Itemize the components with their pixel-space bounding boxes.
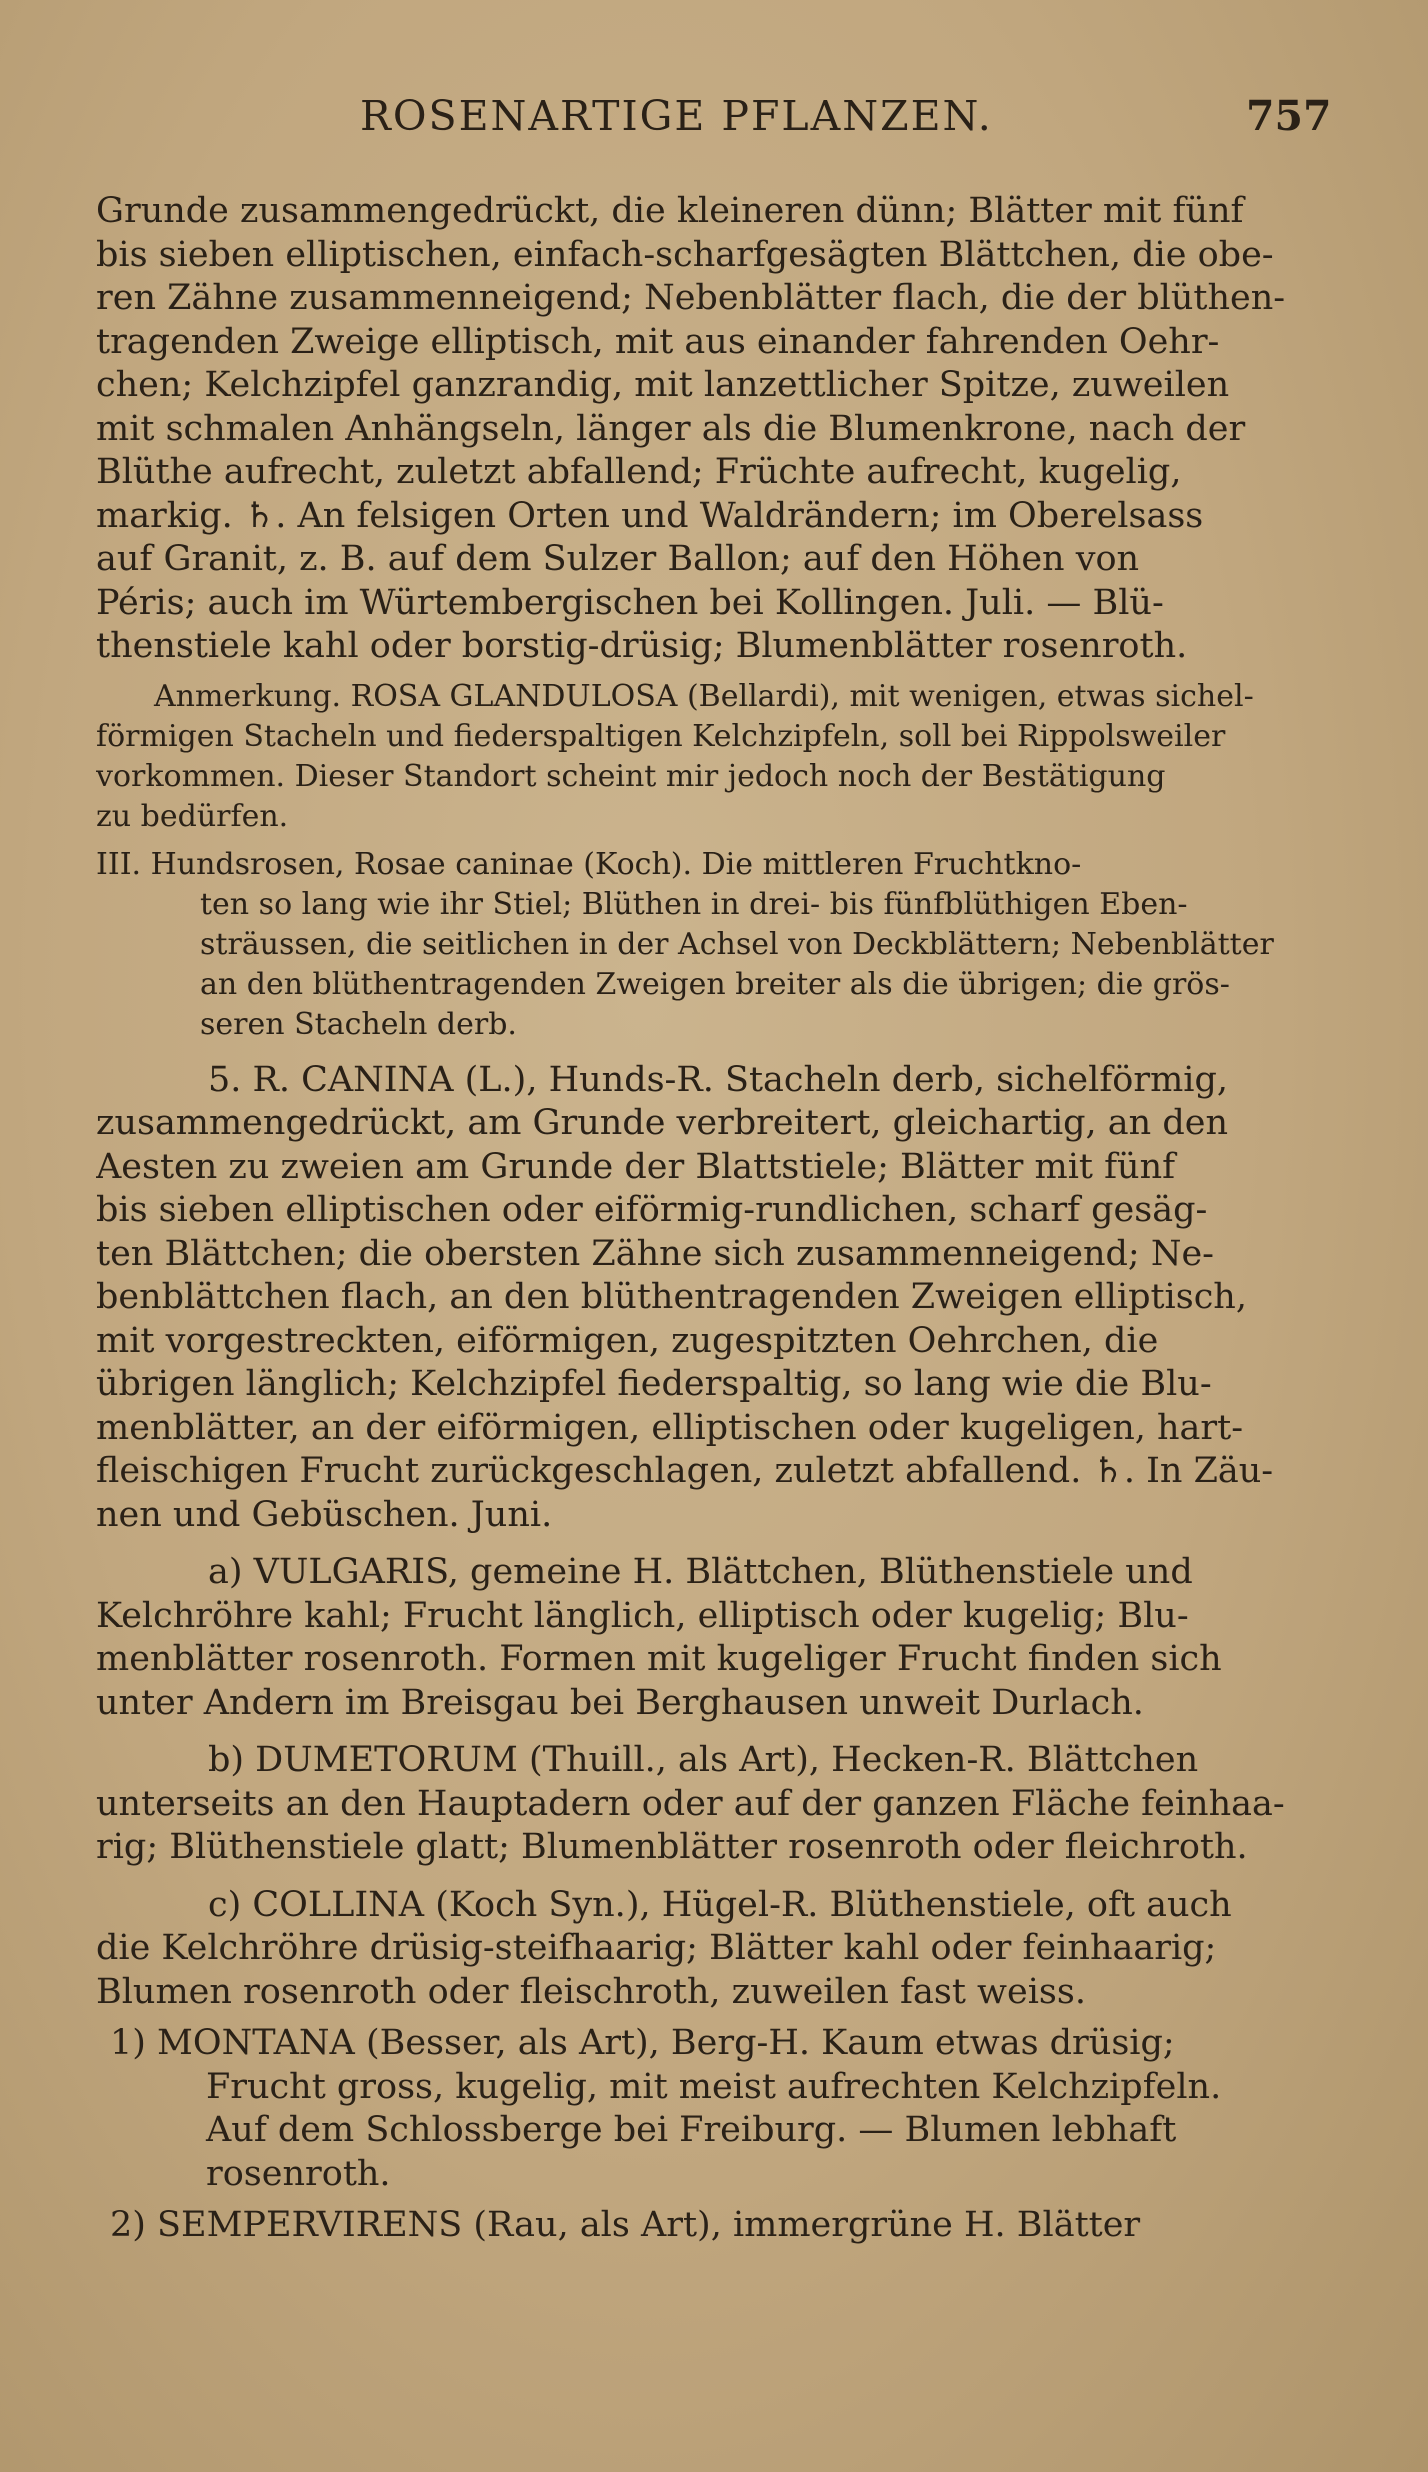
- text-line: unter Andern im Breisgau bei Berghausen unweit Durlach.: [96, 1682, 1144, 1723]
- text-line: mit vorgestreckten, eiförmigen, zugespitzten Oehrchen, die: [96, 1320, 1159, 1361]
- text-line: menblätter, an der eiförmigen, elliptischen oder kugeligen, hart-: [96, 1407, 1244, 1448]
- subvariety-heading-line: 1) MONTANA (Besser, als Art), Berg-H. Kaum etwas drüsig;: [110, 2023, 1175, 2063]
- variety-heading-line: b) DUMETORUM (Thuill., als Art), Hecken-R. Blättchen: [208, 1740, 1199, 1780]
- text-line: auf Granit, z. B. auf dem Sulzer Ballon; auf den Höhen von: [96, 539, 1140, 579]
- page-header: [0, 92, 1428, 152]
- text-line: Péris; auch im Würtembergischen bei Kollingen. Juli. — Blü-: [96, 582, 1164, 623]
- text-line: Frucht gross, kugelig, mit meist aufrechten Kelchzipfeln.: [206, 2066, 1222, 2107]
- text-line: die Kelchröhre drüsig-steifhaarig; Blätter kahl oder feinhaarig;: [96, 1928, 1217, 1968]
- variety-heading-line: a) VULGARIS, gemeine H. Blättchen, Blüthenstiele und: [208, 1552, 1193, 1592]
- text-line: menblätter rosenroth. Formen mit kugeliger Frucht finden sich: [96, 1639, 1222, 1679]
- text-line: chen; Kelchzipfel ganzrandig, mit lanzettlicher Spitze, zuweilen: [96, 365, 1230, 405]
- text-line: ren Zähne zusammenneigend; Nebenblätter flach, die der blüthen-: [96, 278, 1286, 318]
- text-line: tragenden Zweige elliptisch, mit aus einander fahrenden Oehr-: [96, 321, 1220, 362]
- text-line: Kelchröhre kahl; Frucht länglich, elliptisch oder kugelig; Blu-: [96, 1595, 1189, 1636]
- text-line: Aesten zu zweien am Grunde der Blattstiele; Blätter mit fünf: [96, 1146, 1176, 1187]
- text-line: bis sieben elliptischen oder eiförmig-rundlichen, scharf gesäg-: [96, 1190, 1208, 1230]
- text-line: bis sieben elliptischen, einfach-scharfgesägten Blättchen, die obe-: [96, 234, 1274, 275]
- note-line: förmigen Stacheln und fiederspaltigen Kelchzipfeln, soll bei Rippolsweiler: [96, 718, 1226, 754]
- section-line: sträussen, die seitlichen in der Achsel von Deckblättern; Nebenblätter: [200, 926, 1274, 962]
- text-line: Blumen rosenroth oder fleischroth, zuweilen fast weiss.: [96, 1971, 1086, 2012]
- note-line: vorkommen. Dieser Standort scheint mir jedoch noch der Bestätigung: [96, 758, 1166, 794]
- text-line: markig. ♄. An felsigen Orten und Waldrändern; im Oberelsass: [96, 495, 1204, 536]
- section-line: seren Stacheln derb.: [200, 1006, 517, 1042]
- text-line: rig; Blüthenstiele glatt; Blumenblätter rosenroth oder fleichroth.: [96, 1827, 1248, 1867]
- body-text: [96, 190, 1344, 2248]
- subvariety-heading-line: 2) SEMPERVIRENS (Rau, als Art), immergrüne H. Blätter: [110, 2205, 1141, 2245]
- section-line: ten so lang wie ihr Stiel; Blüthen in drei- bis fünfblüthigen Eben-: [200, 886, 1188, 922]
- text-line: Grunde zusammengedrückt, die kleineren dünn; Blätter mit fünf: [96, 191, 1244, 231]
- text-line: zusammengedrückt, am Grunde verbreitert, gleichartig, an den: [96, 1103, 1228, 1143]
- text-line: mit schmalen Anhängseln, länger als die Blumenkrone, nach der: [96, 408, 1246, 449]
- text-line: übrigen länglich; Kelchzipfel fiederspaltig, so lang wie die Blu-: [96, 1364, 1212, 1404]
- variety-heading-line: c) COLLINA (Koch Syn.), Hügel-R. Blüthenstiele, oft auch: [208, 1884, 1232, 1925]
- note-line: zu bedürfen.: [96, 798, 289, 834]
- note-line: Anmerkung. ROSA GLANDULOSA (Bellardi), mit wenigen, etwas sichel-: [154, 678, 1254, 714]
- text-line: rosenroth.: [206, 2153, 391, 2194]
- running-title: ROSENARTIGE PFLANZEN.: [360, 92, 993, 140]
- text-line: ten Blättchen; die obersten Zähne sich zusammenneigend; Ne-: [96, 1233, 1215, 1274]
- species-heading-line: 5. R. CANINA (L.), Hunds-R. Stacheln derb, sichelförmig,: [208, 1059, 1228, 1100]
- text-line: nen und Gebüschen. Juni.: [96, 1494, 553, 1535]
- text-line: benblättchen flach, an den blüthentragenden Zweigen elliptisch,: [96, 1277, 1247, 1317]
- text-line: fleischigen Frucht zurückgeschlagen, zuletzt abfallend. ♄. In Zäu-: [96, 1451, 1274, 1491]
- text-line: Auf dem Schlossberge bei Freiburg. — Blumen lebhaft: [206, 2110, 1177, 2150]
- page-number: 757: [1246, 92, 1332, 140]
- text-line: thenstiele kahl oder borstig-drüsig; Blumenblätter rosenroth.: [96, 626, 1188, 666]
- text-line: unterseits an den Hauptadern oder auf der ganzen Fläche feinhaa-: [96, 1783, 1285, 1824]
- section-line: an den blüthentragenden Zweigen breiter als die übrigen; die grös-: [200, 966, 1230, 1002]
- section-heading-line: III. Hundsrosen, Rosae caninae (Koch). Die mittleren Fruchtkno-: [96, 846, 1082, 882]
- text-line: Blüthe aufrecht, zuletzt abfallend; Früchte aufrecht, kugelig,: [96, 452, 1182, 492]
